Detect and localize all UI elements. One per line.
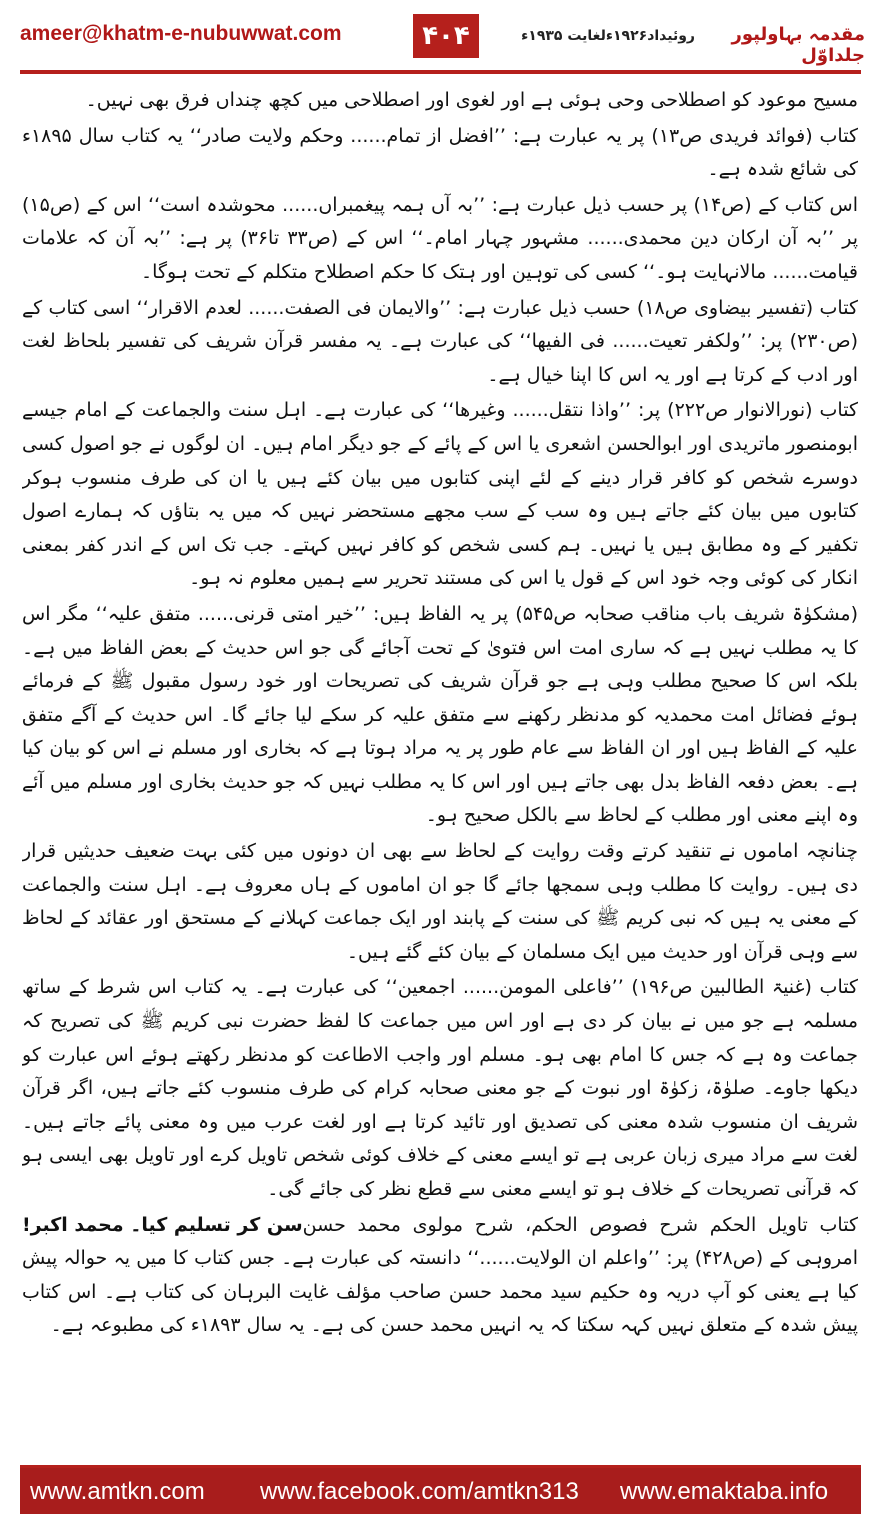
page-header: [0, 0, 881, 70]
paragraph: کتاب (غنیۃ الطالبین ص۱۹۶) ’’فاعلی المومن...... اجمعین‘‘ کی عبارت ہے۔ یہ کتاب اس شرط کے ساتھ مسلمہ ہے جو میں نے بیان کر دی ہے اور اس میں جماعت کا لفظ حضرت نبی کریم ﷺ کی تصریح کہ جماعت وہ ہے کہ جس کا امام بھی ہو۔ مسلم اور واجب الاطاعت کو مدنظر رکھتے ہوئے اس عبارت کو دیکھا جاوے۔ صلوٰۃ، زکوٰۃ اور نبوت کے جو معنی صحابہ کرام کی طرف منسوب کئے جاتے ہیں، اگر قرآن شریف ان منسوب شدہ معنی کی تصدیق اور تائید کرتا ہے اور لغت عرب میں وہ معنی پائے جاتے ہیں۔ لغت سے مراد میری زبان عربی ہے تو ایسے معنی کے خلاف کوئی شخص تاویل کرے اور تاویل بھی ایسی ہو کہ قرآنی تصریحات کے خلاف ہو تو ایسے معنی سے قطع نظر کی جائے گی۔: [22, 976, 858, 1200]
header-divider: [20, 70, 861, 74]
paragraph: کتاب (فوائد فریدی ص۱۳) پر یہ عبارت ہے: ’’افضل از تمام...... وحکم ولایت صادر‘‘ یہ کتاب سال ۱۸۹۵ء کی شائع شدہ ہے۔: [22, 124, 858, 181]
header-email[interactable]: ameer@khatm-e-nubuwwat.com: [20, 22, 342, 45]
footer-link-facebook[interactable]: www.facebook.com/amtkn313: [260, 1478, 579, 1505]
signature: سن کر تسلیم کیا۔ محمد اکبر!: [22, 1213, 303, 1236]
paragraph-last-text: کتاب تاویل الحکم شرح فصوص الحکم، شرح مولوی محمد حسن امروہی کے (ص۴۲۸) پر: ’’واعلم ان الولایت......‘‘ دانستہ کی عبارت ہے۔ جس کتاب کا میں یہ حوالہ پیش کیا ہے یعنی کو آپ دریہ وہ حکیم سید محمد حسن صاحب مؤلف غایت البرہان کی کتاب ہے۔ اس کتاب پیش شدہ کے متعلق نہیں کہہ سکتا کہ یہ انہیں محمد حسن کی ہے۔ یہ سال ۱۸۹۳ء کی مطبوعہ ہے۔: [22, 1213, 858, 1337]
footer-link-amtkn[interactable]: www.amtkn.com: [30, 1478, 205, 1505]
header-record-range: روئیداد۱۹۲۶ءلغایت ۱۹۳۵ء: [521, 28, 695, 44]
paragraph: کتاب (تفسیر بیضاوی ص۱۸) حسب ذیل عبارت ہے: ’’والایمان فی الصفت...... لعدم الاقرار‘‘ اسی کتاب کے (ص۲۳۰) پر: ’’ولکفر تعیت...... فی الفیھا‘‘ کی عبارت ہے۔ یہ مفسر قرآن شریف کی تفسیر بلحاظ لغت اور ادب کے کرتا ہے اور یہ اس کا اپنا خیال ہے۔: [22, 296, 858, 386]
page-body: [22, 84, 858, 1454]
footer-link-emaktaba[interactable]: www.emaktaba.info: [620, 1478, 829, 1505]
header-book-title: مقدمہ بہاولپور جلداوّل: [731, 24, 865, 66]
paragraph-last: [22, 1209, 858, 1343]
page-number-badge: ۴۰۴: [413, 14, 479, 58]
footer-bar: [20, 1468, 861, 1514]
paragraph: کتاب (نورالانوار ص۲۲۲) پر: ’’واذا نتقل...... وغیرھا‘‘ کی عبارت ہے۔ اہل سنت والجماعت کے امام جیسے ابومنصور ماتریدی اور ابوالحسن اشعری یا اس کے پائے کے جو دیگر امام ہیں۔ ان لوگوں نے جو اصول کسی دوسرے شخص کو کافر قرار دینے کے لئے اپنی کتابوں میں بیان کئے ہیں یا ان کی طرف منسوب ہوکر کتابوں میں بیان کئے جاتے ہیں وہ سب کے سب مجھے مستحضر نہیں کہ میں یہ بتاؤں کہ ہمارے اصول تکفیر کے وہ مطابق ہیں یا نہیں۔ ہم کسی شخص کو کافر نہیں کہتے۔ جب تک اس کے اندر کفر بمعنی انکار کی کوئی وجہ خود اس کے قول یا اس کی مستند تحریر سے ہمیں معلوم نہ ہو۔: [22, 399, 858, 590]
paragraph: مسیح موعود کو اصطلاحی وحی ہوئی ہے اور لغوی اور اصطلاحی میں کچھ چنداں فرق بھی نہیں۔: [85, 89, 858, 111]
paragraph: اس کتاب کے (ص۱۴) پر حسب ذیل عبارت ہے: ’’بہ آں ہمہ پیغمبراں...... محوشدہ است‘‘ اس کے (ص۱۵) پر ’’بہ آن ارکان دین محمدی...... مشہور چہار امام۔‘‘ اس کے (ص۳۳ تا۳۶) پر ہے: ’’بہ آن کہ علامات قیامت...... مالانہایت ہو۔‘‘ کسی کی توہین اور ہتک کا حکم اصطلاح متکلم کے تحت ہوگا۔: [22, 193, 858, 283]
paragraph: چنانچہ اماموں نے تنقید کرتے وقت روایت کے لحاظ سے بھی ان دونوں میں کئی بہت ضعیف حدیثیں قرار دی ہیں۔ روایت کا مطلب وہی سمجھا جائے گا جو ان اماموں کے ہاں معروف ہے۔ اہل سنت والجماعت کے معنی یہ ہیں کہ نبی کریم ﷺ کی سنت کے پابند اور ایک جماعت کہلانے کے مستحق اور عقائد کے لحاظ سے وہی قرآن اور حدیث میں ایک مسلمان کے بیان کئے گئے ہیں۔: [22, 840, 858, 963]
paragraph: (مشکوٰۃ شریف باب مناقب صحابہ ص۵۴۵) پر یہ الفاظ ہیں: ’’خیر امتی قرنی...... متفق علیہ‘‘ مگر اس کا یہ مطلب نہیں ہے کہ ساری امت اس فتویٰ کے تحت آجائے گی جو اس حدیث کے بعض الفاظ میں ہے۔ بلکہ اس کا صحیح مطلب وہی ہے جو قرآن شریف کی تصریحات اور خود رسول مقبول ﷺ کے فرمائے ہوئے فضائل امت محمدیہ کو مدنظر رکھنے سے متفق علیہ کر سکے لیا جائے گا۔ اس حدیث کے آگے متفق علیہ کے الفاظ ہیں اور ان الفاظ سے عام طور پر یہ مراد ہوتا ہے کہ بخاری اور مسلم نے اس کو بیان کیا ہے۔ بعض دفعہ الفاظ بدل بھی جاتے ہیں اور اس کا یہ مطلب نہیں کہ جو حدیث بخاری اور مسلم میں آئے وہ اپنے معنی اور مطلب کے لحاظ سے بالکل صحیح ہو۔: [22, 602, 858, 827]
